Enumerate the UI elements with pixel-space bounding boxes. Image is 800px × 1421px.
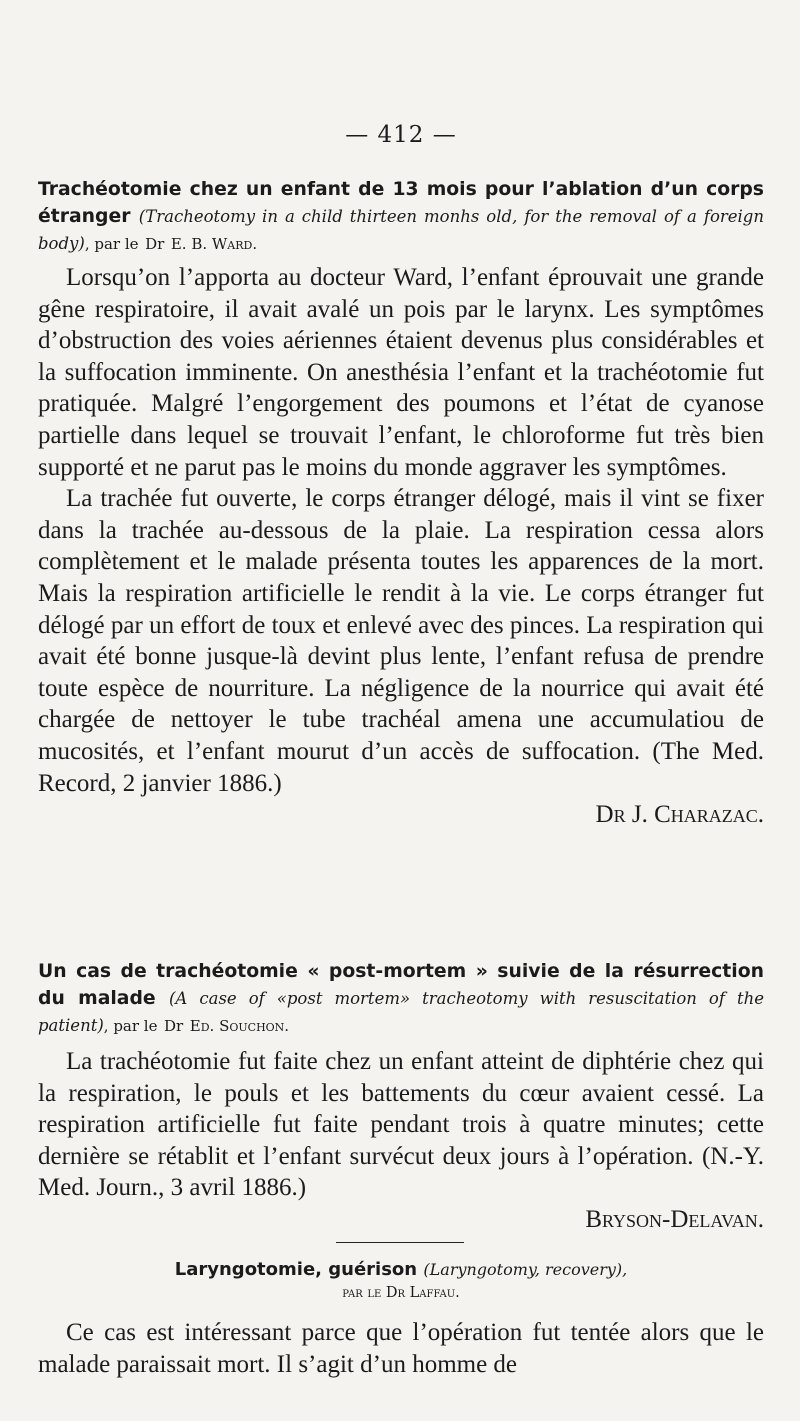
article-2-heading — [38, 958, 764, 1040]
section-divider — [336, 1242, 464, 1243]
article-1-byline-prefix: , par le — [84, 235, 139, 253]
article-1-title-translation: (Tracheotomy in a child thirteen monhs old, for the removal of a foreign body) — [38, 207, 764, 253]
article-1-signature: Dr J. Charazac. — [595, 801, 764, 829]
article-1-paragraph-1: Lorsqu’on l’apporta au docteur Ward, l’enfant éprouvait une grande gêne respiratoire, il avait avalé un pois par le larynx. Les symptômes d’obstruction des voies aériennes étaient devenus plus considérables et la suffocation imminente. On anesthésia l’enfant et la trachéotomie fut pratiquée. Malgré l’engorgement des poumons et l’état de cyanose partielle dans lequel se trouvait l’enfant, le chloroforme fut très bien supporté et ne parut pas le moins du monde aggraver les symptômes. — [38, 264, 764, 481]
page-number: — 412 — — [345, 122, 457, 148]
article-3-heading — [38, 1256, 764, 1283]
article-2 — [38, 958, 764, 1236]
article-3-paragraph-1: Ce cas est intéressant parce que l’opération fut tentée alors que le malade paraissait mort. Il s’agit d’un homme de — [38, 1319, 764, 1378]
article-1-author-title: Dr — [145, 235, 165, 253]
article-1-heading — [38, 176, 764, 258]
article-3-byline: par le Dr Laffau. — [342, 1285, 460, 1301]
article-1-paragraph-2: La trachée fut ouverte, le corps étranger délogé, mais il vint se fixer dans la trachée au-dessous de la plaie. La respiration cessa alors complètement et le malade présenta toutes les apparences de la mort. Mais la respiration artificielle le rendit à la vie. Le corps étranger fut délogé par un effort de toux et enlevé avec des pinces. La respiration qui avait été bonne jusque-là devint plus lente, l’enfant refusa de prendre toute espèce de nourriture. La négligence de la nourrice qui avait été chargée de nettoyer le tube trachéal amena une accumulatiou de mucosités, et l’enfant mourut d’un accès de suffocation. (The Med. Record, 2 janvier 1886.) — [38, 485, 764, 797]
article-3 — [38, 1256, 764, 1380]
article-1-body — [38, 262, 764, 831]
article-1-title: Trachéotomie chez un enfant de 13 mois pour l’ablation d’un corps étranger — [38, 179, 764, 227]
article-1-signature-row — [38, 799, 764, 831]
article-2-signature-row — [38, 1204, 764, 1236]
article-2-signature: Bryson-Delavan. — [585, 1205, 764, 1233]
article-3-body — [38, 1317, 764, 1380]
article-3-title: Laryngotomie, guérison — [174, 1259, 418, 1280]
article-1-author: E. B. Ward. — [170, 235, 258, 253]
article-2-title: Un cas de trachéotomie « post-mortem » suivie de la résurrection du malade — [38, 961, 764, 1009]
article-2-title-translation: (A case of «post mortem» tracheotomy with resuscitation of the patient) — [38, 989, 765, 1035]
article-2-paragraph-1: La trachéotomie fut faite chez un enfant atteint de diphtérie chez qui la respiration, le pouls et les battements du cœur avaient cessé. La respiration artificielle fut faite pendant trois à quatre minutes; cette dernière se rétablit et l’enfant survécut deux jours à l’opération. (N.-Y. Med. Journ., 3 avril 1886.) — [38, 1048, 764, 1202]
article-3-title-translation: (Laryngotomy, recovery), — [423, 1260, 628, 1279]
article-2-body — [38, 1046, 764, 1236]
article-2-author: Ed. Souchon. — [189, 1017, 290, 1035]
article-2-author-title: Dr — [164, 1017, 184, 1035]
article-1 — [38, 176, 764, 831]
article-2-byline-prefix: , par le — [103, 1017, 158, 1035]
